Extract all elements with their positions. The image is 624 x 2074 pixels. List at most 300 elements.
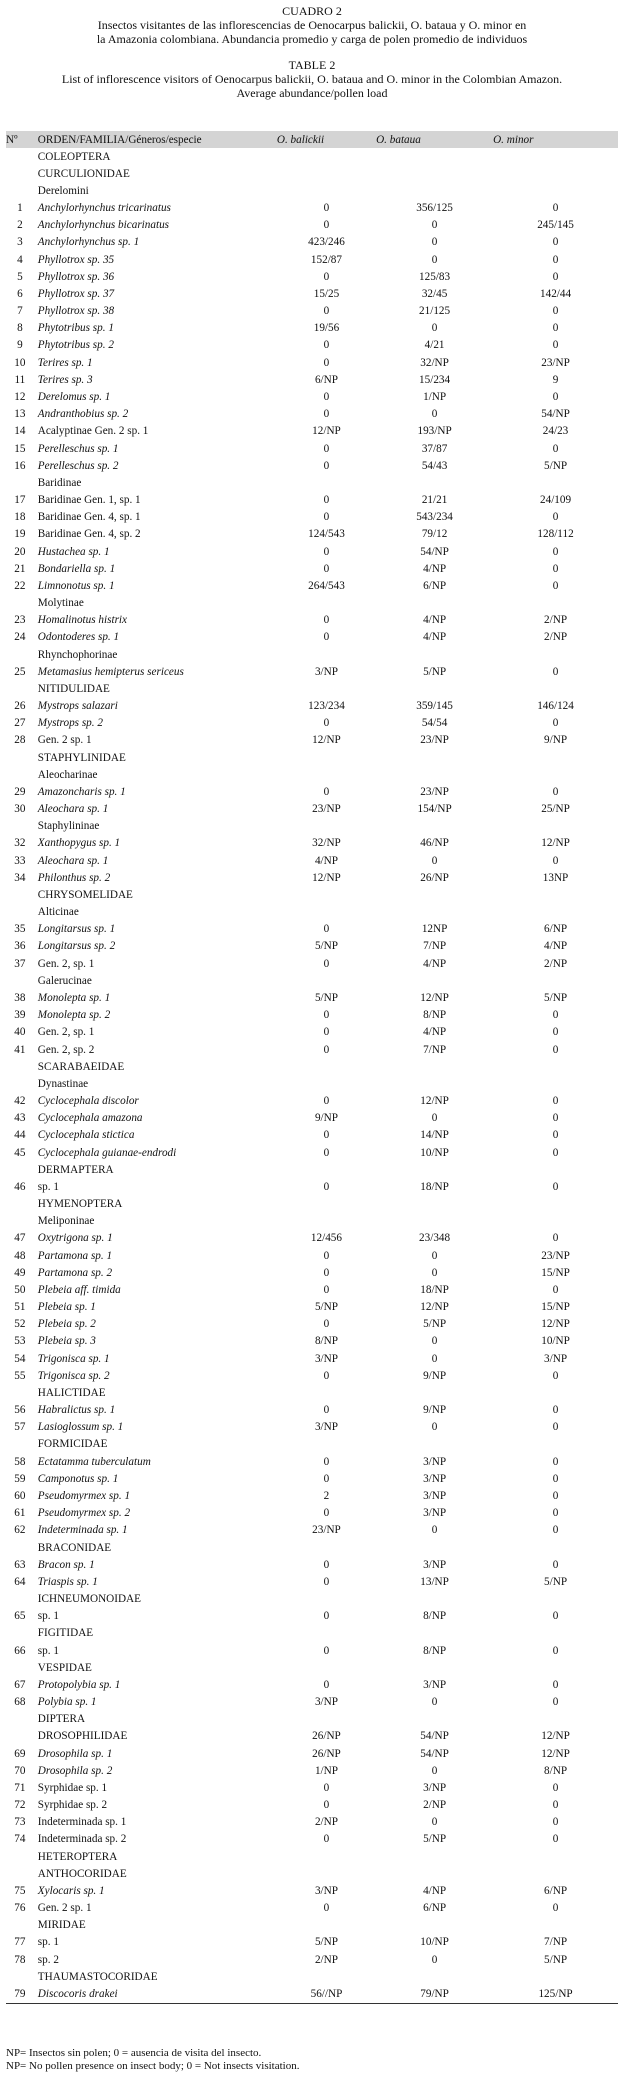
row-minor: 0 [552, 305, 559, 318]
row-minor [493, 749, 618, 766]
row-balickii: 3/NP [314, 1421, 338, 1434]
table-row [6, 1608, 618, 1625]
table-row [6, 509, 618, 526]
table-row [6, 801, 618, 818]
row-number [6, 749, 34, 766]
row-bataua [376, 1161, 493, 1178]
row-number [6, 1213, 34, 1230]
row-balickii [277, 1213, 376, 1230]
row-bataua [376, 1625, 493, 1642]
table-group-row [6, 1728, 618, 1745]
row-bataua: 1/NP [423, 390, 447, 403]
row-minor: 0 [552, 1472, 559, 1485]
table-row [6, 560, 618, 577]
row-taxon: Baridinae Gen. 4, sp. 1 [37, 511, 141, 524]
row-number [6, 1865, 34, 1882]
row-taxon: ANTHOCORIDAE [37, 1867, 127, 1880]
row-taxon: Plebeia sp. 3 [37, 1335, 96, 1348]
row-balickii: 0 [323, 785, 330, 798]
table-row [6, 337, 618, 354]
row-bataua: 0 [431, 1953, 438, 1966]
row-taxon: Cyclocephala stictica [37, 1129, 135, 1142]
table-row [6, 1470, 618, 1487]
row-taxon: Pseudomyrmex sp. 1 [37, 1489, 131, 1502]
row-taxon: Monolepta sp. 1 [37, 992, 111, 1004]
row-taxon: Habralictus sp. 1 [37, 1404, 116, 1417]
row-minor: 3/NP [544, 1352, 568, 1365]
row-number: 21 [14, 562, 26, 575]
row-bataua [376, 1659, 493, 1676]
row-bataua [376, 886, 493, 903]
row-balickii: 152/87 [310, 253, 342, 266]
row-number: 9 [17, 339, 23, 352]
caption-en-line-2: Average abundance/pollen load [236, 86, 388, 100]
row-minor [493, 1865, 618, 1882]
row-bataua: 3/NP [423, 1455, 447, 1468]
row-bataua: 4/NP [423, 1884, 447, 1897]
row-number: 43 [14, 1112, 26, 1125]
table-row [6, 783, 618, 800]
row-balickii: 0 [323, 390, 330, 403]
row-number: 10 [14, 356, 26, 369]
row-taxon: Indeterminada sp. 2 [37, 1833, 127, 1846]
row-balickii: 0 [323, 1507, 330, 1520]
row-balickii: 2 [323, 1489, 330, 1502]
row-minor: 0 [552, 1696, 559, 1709]
table-row [6, 1007, 618, 1024]
row-balickii: 0 [323, 1558, 330, 1571]
table-row [6, 1041, 618, 1058]
row-number: 60 [14, 1489, 26, 1502]
row-number: 30 [14, 803, 26, 816]
table-row [6, 1745, 618, 1762]
row-number [6, 646, 34, 663]
row-taxon: Dynastinae [37, 1077, 89, 1090]
row-minor: 0 [552, 1026, 559, 1039]
row-number: 64 [14, 1575, 26, 1588]
row-taxon: Gen. 2 sp. 1 [37, 734, 92, 747]
row-minor: 0 [552, 390, 559, 403]
table-row [6, 612, 618, 629]
caption-es-line-1: Insectos visitantes de las inflorescencias de Oenocarpus balickii, O. bataua y O. minor en [97, 18, 527, 32]
row-number: 57 [14, 1421, 26, 1434]
row-minor [493, 1058, 618, 1075]
row-balickii [277, 680, 376, 697]
row-minor [493, 766, 618, 783]
row-balickii: 2/NP [314, 1816, 338, 1829]
row-minor: 0 [552, 1455, 559, 1468]
row-number: 35 [14, 923, 26, 936]
table-group-row [6, 1917, 618, 1934]
row-taxon: sp. 1 [37, 1180, 59, 1193]
row-minor [493, 1213, 618, 1230]
row-minor: 0 [552, 1095, 559, 1108]
row-number: 34 [14, 871, 26, 884]
row-minor: 12/NP [541, 837, 570, 850]
row-number [6, 1195, 34, 1212]
table-row [6, 663, 618, 680]
row-balickii: 0 [323, 305, 330, 318]
table-row [6, 1367, 618, 1384]
row-balickii: 0 [323, 1146, 330, 1159]
table-group-row [6, 1539, 618, 1556]
row-number: 24 [14, 631, 26, 644]
row-bataua: 4/NP [423, 562, 447, 575]
row-taxon: FIGITIDAE [37, 1627, 94, 1640]
row-minor: 2/NP [544, 614, 568, 627]
row-minor: 0 [552, 1146, 559, 1159]
table-row [6, 1453, 618, 1470]
row-minor: 0 [552, 236, 559, 249]
table-row [6, 423, 618, 440]
row-number [6, 1848, 34, 1865]
row-balickii: 12/NP [312, 425, 341, 438]
row-bataua: 23/NP [420, 734, 449, 747]
table-group-row [6, 474, 618, 491]
row-taxon: MIRIDAE [37, 1919, 86, 1932]
row-bataua [376, 680, 493, 697]
row-taxon: Gen. 2 sp. 1 [37, 1902, 92, 1915]
row-number: 65 [14, 1610, 26, 1623]
row-minor: 0 [552, 1369, 559, 1382]
table-row [6, 1779, 618, 1796]
row-number: 13 [14, 408, 26, 421]
table-row [6, 440, 618, 457]
row-balickii: 26/NP [312, 1747, 341, 1760]
row-minor [493, 1625, 618, 1642]
row-number [6, 1539, 34, 1556]
row-taxon: Plebeia sp. 1 [37, 1301, 96, 1314]
row-balickii: 0 [323, 957, 330, 970]
row-minor [493, 1384, 618, 1401]
row-minor: 0 [552, 1112, 559, 1125]
row-balickii: 3/NP [314, 665, 338, 678]
table-group-row [6, 1195, 618, 1212]
table-row [6, 1350, 618, 1367]
row-balickii [277, 972, 376, 989]
row-bataua: 0 [431, 1335, 438, 1348]
row-balickii: 0 [323, 1799, 330, 1812]
row-taxon: Xanthopygus sp. 1 [37, 837, 121, 850]
row-number: 32 [14, 837, 26, 850]
row-bataua: 0 [431, 253, 438, 266]
header-bataua: O. bataua [376, 131, 493, 148]
row-minor: 5/NP [544, 1953, 568, 1966]
row-bataua: 193/NP [417, 425, 452, 438]
row-bataua: 12NP [421, 923, 448, 936]
row-bataua [376, 1075, 493, 1092]
row-balickii: 15/25 [313, 287, 340, 300]
row-balickii [277, 1436, 376, 1453]
row-balickii: 0 [323, 1249, 330, 1262]
row-number: 23 [14, 614, 26, 627]
table-row [6, 921, 618, 938]
row-minor: 0 [552, 1678, 559, 1691]
row-taxon: Mystrops sp. 2 [37, 717, 103, 730]
caption-table: TABLE 2 [288, 58, 336, 72]
row-number [6, 1590, 34, 1607]
row-number: 33 [14, 854, 26, 867]
row-taxon: HALICTIDAE [37, 1386, 106, 1399]
row-taxon: sp. 2 [37, 1953, 59, 1966]
row-taxon: Pseudomyrmex sp. 2 [37, 1507, 131, 1520]
row-minor: 23/NP [541, 356, 570, 369]
row-taxon: Phyllotrox sp. 38 [37, 305, 115, 318]
row-minor: 0 [552, 1009, 559, 1022]
row-bataua: 79/12 [421, 528, 448, 541]
row-minor: 9/NP [544, 734, 568, 747]
row-bataua: 54/NP [420, 1747, 449, 1760]
row-bataua [376, 474, 493, 491]
row-bataua: 32/NP [420, 356, 449, 369]
row-bataua: 0 [431, 322, 438, 335]
row-taxon: Meliponinae [37, 1215, 95, 1228]
row-balickii: 0 [323, 1283, 330, 1296]
table-row [6, 938, 618, 955]
row-balickii [277, 165, 376, 182]
table-row [6, 285, 618, 302]
row-number [6, 1659, 34, 1676]
table-group-row [6, 1384, 618, 1401]
row-balickii: 0 [323, 1180, 330, 1193]
row-bataua [376, 1865, 493, 1882]
row-balickii: 123/234 [308, 700, 345, 713]
row-number: 55 [14, 1369, 26, 1382]
table-header-row [6, 131, 618, 148]
row-taxon: Alticinae [37, 906, 79, 919]
row-minor [493, 972, 618, 989]
row-taxon: Aleocharinae [37, 768, 98, 781]
row-number: 51 [14, 1301, 26, 1314]
row-number: 67 [14, 1678, 26, 1691]
row-number: 53 [14, 1335, 26, 1348]
row-minor: 0 [552, 253, 559, 266]
row-balickii: 0 [323, 442, 330, 455]
header-number: Nº [6, 131, 34, 148]
table-group-row [6, 1213, 618, 1230]
caption-es-line-2: la Amazonia colombiana. Abundancia promedio y carga de polen promedio de individuos [96, 32, 528, 46]
row-balickii: 9/NP [314, 1112, 338, 1125]
row-bataua: 54/43 [421, 459, 448, 472]
table-row [6, 629, 618, 646]
row-bataua: 18/NP [420, 1180, 449, 1193]
row-bataua: 0 [431, 219, 438, 232]
row-minor [493, 1917, 618, 1934]
row-bataua: 0 [431, 1266, 438, 1279]
row-balickii [277, 1075, 376, 1092]
row-taxon: sp. 1 [37, 1936, 59, 1949]
row-bataua [376, 165, 493, 182]
row-bataua: 23/348 [419, 1232, 451, 1245]
row-number: 48 [14, 1249, 26, 1262]
row-minor: 0 [552, 1129, 559, 1142]
row-balickii [277, 1590, 376, 1607]
row-number: 40 [14, 1026, 26, 1039]
row-balickii: 0 [323, 1129, 330, 1142]
header-minor: O. minor [493, 131, 618, 148]
table-row [6, 1024, 618, 1041]
table-row [6, 1316, 618, 1333]
row-taxon: Perelleschus sp. 1 [37, 442, 119, 455]
row-minor: 13NP [542, 871, 569, 884]
row-balickii [277, 148, 376, 165]
row-minor [493, 148, 618, 165]
row-taxon: Monolepta sp. 2 [37, 1009, 111, 1022]
row-minor: 24/109 [540, 494, 572, 507]
row-minor: 0 [552, 270, 559, 283]
row-minor: 0 [552, 1816, 559, 1829]
row-bataua [376, 1539, 493, 1556]
table-notes [6, 2047, 299, 2073]
row-number: 69 [14, 1747, 26, 1760]
table-group-row [6, 594, 618, 611]
note-en: NP= No pollen presence on insect body; 0 = Not insects visitation. [6, 2060, 300, 2072]
row-minor [493, 646, 618, 663]
row-taxon: VESPIDAE [37, 1661, 92, 1674]
row-taxon: Xylocaris sp. 1 [37, 1884, 105, 1897]
row-taxon: Partamona sp. 2 [37, 1266, 113, 1279]
row-bataua [376, 1213, 493, 1230]
table-row [6, 354, 618, 371]
row-bataua [376, 818, 493, 835]
row-taxon: CHRYSOMELIDAE [37, 888, 133, 901]
row-taxon: sp. 1 [37, 1610, 59, 1623]
row-minor: 0 [552, 202, 559, 215]
row-taxon: Indeterminada sp. 1 [37, 1816, 127, 1829]
row-number: 68 [14, 1696, 26, 1709]
row-balickii: 0 [323, 1575, 330, 1588]
row-bataua: 8/NP [423, 1610, 447, 1623]
row-minor: 245/145 [537, 219, 574, 232]
row-minor [493, 182, 618, 199]
table-group-row [6, 766, 618, 783]
row-number: 79 [6, 1985, 34, 2003]
row-taxon: Anchylorhynchus tricarinatus [37, 202, 171, 215]
row-bataua: 26/NP [420, 871, 449, 884]
row-number: 18 [14, 511, 26, 524]
table-row [6, 491, 618, 508]
row-number [6, 680, 34, 697]
row-bataua: 6/NP [423, 579, 447, 592]
row-number: 25 [14, 665, 26, 678]
row-number [6, 1384, 34, 1401]
row-taxon: Polybia sp. 1 [37, 1696, 97, 1709]
row-taxon: STAPHYLINIDAE [37, 751, 126, 764]
row-taxon: Acalyptinae Gen. 2 sp. 1 [37, 425, 149, 438]
row-balickii [277, 1195, 376, 1212]
row-number: 54 [14, 1352, 26, 1365]
row-minor: 24/23 [542, 425, 569, 438]
row-bataua: 3/NP [423, 1489, 447, 1502]
row-balickii: 0 [323, 1095, 330, 1108]
row-number: 7 [17, 305, 23, 318]
row-bataua: 3/NP [423, 1678, 447, 1691]
row-bataua: 54/NP [420, 545, 449, 558]
row-bataua: 5/NP [423, 1318, 447, 1331]
row-balickii: 26/NP [312, 1730, 341, 1743]
row-balickii: 23/NP [312, 803, 341, 816]
row-taxon: Lasioglossum sp. 1 [37, 1421, 124, 1434]
row-taxon: Baridinae [37, 476, 82, 489]
page [0, 4, 624, 2074]
row-bataua: 6/NP [423, 1902, 447, 1915]
row-minor: 0 [552, 322, 559, 335]
row-number: 27 [14, 717, 26, 730]
row-bataua: 12/NP [420, 992, 449, 1004]
table-row [6, 577, 618, 594]
row-taxon: Phyllotrox sp. 35 [37, 253, 115, 266]
table-row [6, 1814, 618, 1831]
row-balickii: 0 [323, 511, 330, 524]
row-balickii: 0 [323, 1678, 330, 1691]
row-number: 11 [14, 373, 26, 386]
row-bataua: 543/234 [416, 511, 453, 524]
row-balickii: 0 [323, 339, 330, 352]
row-bataua [376, 594, 493, 611]
table-row [6, 732, 618, 749]
row-bataua [376, 904, 493, 921]
row-bataua [376, 1848, 493, 1865]
row-number: 74 [14, 1833, 26, 1846]
row-minor: 0 [552, 1781, 559, 1794]
table-row [6, 1419, 618, 1436]
row-number: 39 [14, 1009, 26, 1022]
row-balickii: 8/NP [314, 1335, 338, 1348]
row-number: 42 [14, 1095, 26, 1108]
row-minor: 0 [552, 665, 559, 678]
row-number: 62 [14, 1524, 26, 1537]
table-row [6, 1402, 618, 1419]
row-bataua: 14/NP [420, 1129, 449, 1142]
row-minor: 142/44 [540, 287, 572, 300]
row-balickii: 5/NP [314, 940, 338, 953]
row-number: 3 [17, 236, 23, 249]
table-group-row [6, 1659, 618, 1676]
row-minor: 15/NP [541, 1266, 570, 1279]
row-minor [493, 1436, 618, 1453]
row-bataua: 8/NP [423, 1644, 447, 1657]
row-balickii [277, 1625, 376, 1642]
row-balickii: 3/NP [314, 1696, 338, 1709]
row-number: 1 [17, 202, 23, 215]
row-minor: 5/NP [544, 992, 568, 1004]
row-bataua: 7/NP [423, 1043, 447, 1056]
row-minor: 8/NP [544, 1764, 568, 1777]
row-number: 77 [14, 1936, 26, 1949]
row-number: 41 [14, 1043, 26, 1056]
row-bataua: 79/NP [376, 1985, 493, 2003]
row-taxon: Oxytrigona sp. 1 [37, 1232, 113, 1245]
row-taxon: Longitarsus sp. 1 [37, 923, 116, 936]
row-balickii: 0 [323, 562, 330, 575]
row-number: 5 [17, 270, 23, 283]
row-bataua: 5/NP [423, 1833, 447, 1846]
table-row [6, 1299, 618, 1316]
row-number: 58 [14, 1455, 26, 1468]
row-balickii: 12/NP [312, 871, 341, 884]
row-balickii: 264/543 [308, 579, 345, 592]
table-row [6, 1642, 618, 1659]
row-balickii: 0 [323, 356, 330, 369]
row-number: 22 [14, 579, 26, 592]
table-row [6, 1693, 618, 1710]
row-taxon: Homalinotus histrix [37, 614, 127, 627]
table-group-row [6, 749, 618, 766]
row-number: 15 [14, 442, 26, 455]
row-minor [493, 1539, 618, 1556]
row-number: 44 [14, 1129, 26, 1142]
row-taxon: Metamasius hemipterus sericeus [37, 665, 184, 678]
